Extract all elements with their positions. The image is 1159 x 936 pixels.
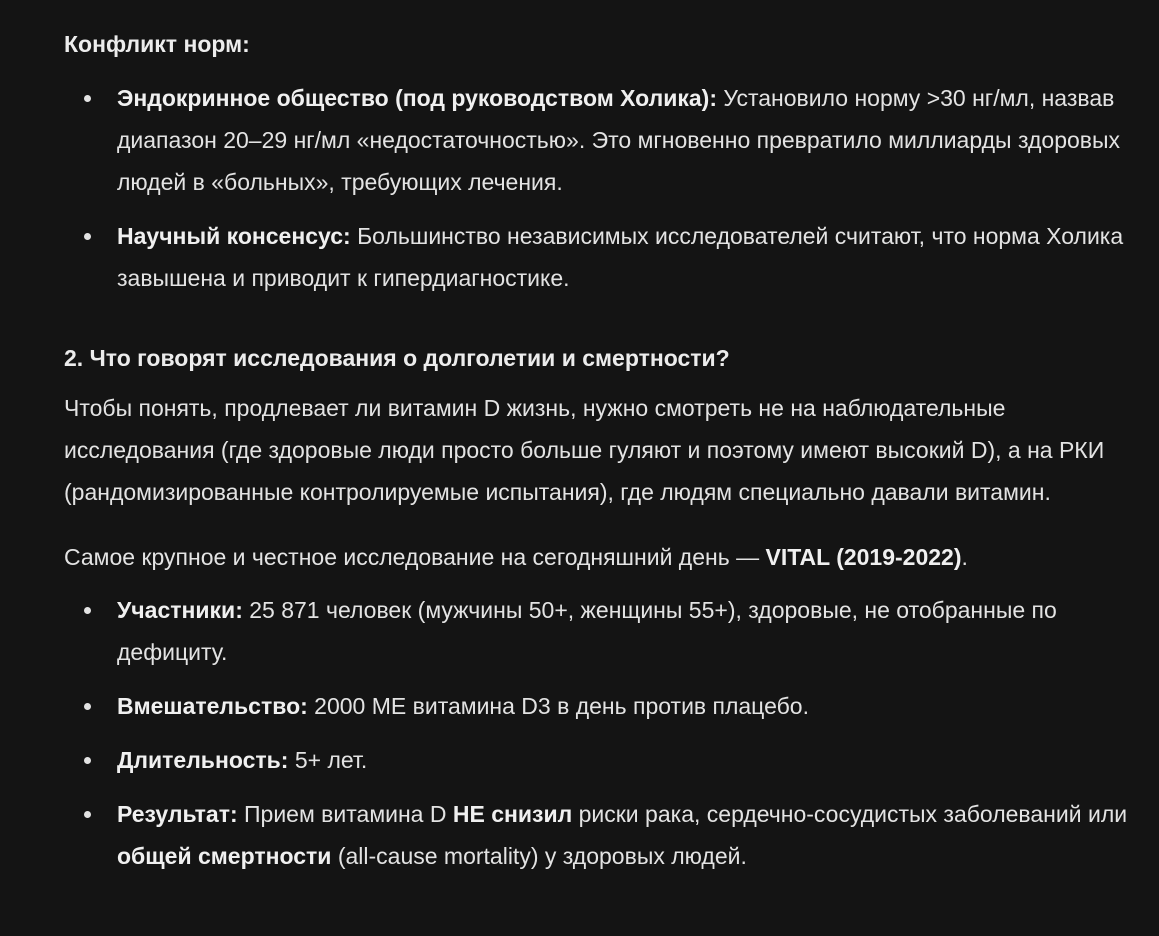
list-item bbox=[64, 739, 1134, 781]
list-item bbox=[64, 77, 1134, 203]
bullet-icon bbox=[84, 607, 91, 614]
list-item-text: Большинство независимых исследователей считают, что норма Холика завышена и приводит к гипердиагностике. bbox=[117, 223, 1124, 291]
list-item-result bbox=[64, 793, 1134, 877]
list-item-text: Установило норму >30 нг/мл, назвав диапазон 20–29 нг/мл «недостаточностью». Это мгновенно превратило миллиарды здоровых людей в «больных», требующих лечения. bbox=[117, 85, 1121, 195]
bullet-icon bbox=[84, 703, 91, 710]
result-text-2: риски рака, сердечно-сосудистых заболеваний или bbox=[572, 801, 1128, 827]
list-item-label: Участники: bbox=[117, 597, 243, 623]
list-item-label: Эндокринное общество (под руководством Холика): bbox=[117, 85, 717, 111]
intro-paragraph: Чтобы понять, продлевает ли витамин D жизнь, нужно смотреть не на наблюдательные исследования (где здоровые люди просто больше гуляют и поэтому имеют высокий D), а на РКИ (рандомизированные контролируемые испытания), где людям специально давали витамин. bbox=[64, 395, 1105, 505]
norms-list bbox=[64, 77, 1134, 299]
vital-details-list bbox=[64, 589, 1134, 877]
list-item-text: 25 871 человек (мужчины 50+, женщины 55+), здоровые, не отобранные по дефициту. bbox=[117, 597, 1057, 665]
bullet-icon bbox=[84, 811, 91, 818]
list-item bbox=[64, 589, 1134, 673]
section-heading-norms: Конфликт норм: bbox=[64, 31, 250, 57]
list-item-label: Результат: bbox=[117, 801, 238, 827]
vital-study-name: VITAL (2019-2022) bbox=[765, 544, 962, 570]
bullet-icon bbox=[84, 233, 91, 240]
list-item-text: 2000 МЕ витамина D3 в день против плацебо. bbox=[307, 693, 809, 719]
list-item-label: Длительность: bbox=[117, 747, 289, 773]
result-emphasis-not-reduced: НЕ снизил bbox=[452, 801, 573, 827]
vital-paragraph bbox=[64, 536, 1134, 578]
list-item-label: Вмешательство: bbox=[117, 693, 308, 719]
vital-paragraph-end: . bbox=[961, 544, 968, 570]
list-item bbox=[64, 215, 1134, 299]
bullet-icon bbox=[84, 95, 91, 102]
result-text-3: (all-cause mortality) у здоровых людей. bbox=[331, 843, 747, 869]
bullet-icon bbox=[84, 757, 91, 764]
list-item-text: 5+ лет. bbox=[288, 747, 368, 773]
result-text-1: Прием витамина D bbox=[237, 801, 453, 827]
list-item-label: Научный консенсус: bbox=[117, 223, 351, 249]
article-content bbox=[64, 23, 1134, 889]
vital-paragraph-text: Самое крупное и честное исследование на сегодняшний день — bbox=[64, 544, 766, 570]
result-emphasis-mortality: общей смертности bbox=[117, 843, 332, 869]
list-item bbox=[64, 685, 1134, 727]
section-heading-longevity: 2. Что говорят исследования о долголетии и смертности? bbox=[64, 345, 730, 371]
